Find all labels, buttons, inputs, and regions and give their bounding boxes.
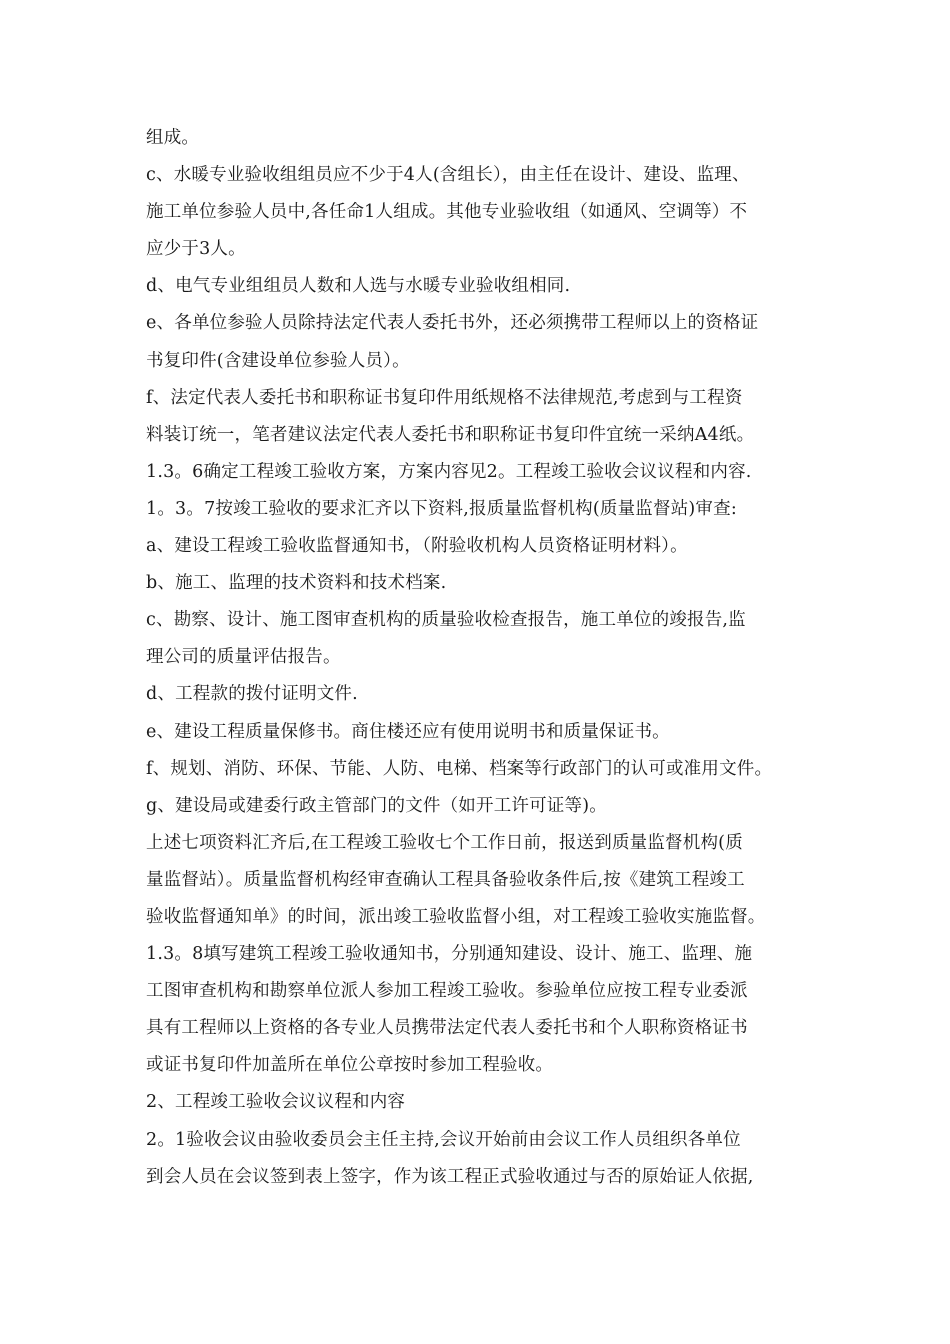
- text-line: 书复印件(含建设单位参验人员）。: [146, 350, 410, 371]
- text-line: 量监督站）。质量监督机构经审查确认工程具备验收条件后,按《建筑工程竣工: [146, 869, 745, 890]
- text-line: d、电气专业组组员人数和人选与水暖专业验收组相同.: [146, 276, 571, 297]
- text-line: 应少于3人。: [146, 239, 246, 260]
- document-body: [146, 120, 826, 1196]
- text-line: f、法定代表人委托书和职称证书复印件用纸规格不法律规范,考虑到与工程资: [146, 387, 743, 408]
- text-line: 具有工程师以上资格的各专业人员携带法定代表人委托书和个人职称资格证书: [146, 1018, 748, 1039]
- text-line: 工图审查机构和勘察单位派人参加工程竣工验收。参验单位应按工程专业委派: [146, 981, 748, 1002]
- text-line: 或证书复印件加盖所在单位公章按时参加工程验收。: [146, 1055, 554, 1076]
- text-line: f、规划、消防、环保、节能、人防、电梯、档案等行政部门的认可或准用文件。: [146, 758, 773, 779]
- text-line: 施工单位参验人员中,各任命1人组成。其他专业验收组（如通风、空调等）不: [146, 202, 748, 223]
- text-line: e、建设工程质量保修书。商住楼还应有使用说明书和质量保证书。: [146, 721, 670, 742]
- text-line: b、施工、监理的技术资料和技术档案.: [146, 573, 447, 594]
- text-line: d、工程款的拨付证明文件.: [146, 684, 358, 705]
- text-line: 1.3。8填写建筑工程竣工验收通知书，分别通知建设、设计、施工、监理、施: [146, 944, 753, 965]
- text-line: 上述七项资料汇齐后,在工程竣工验收七个工作日前，报送到质量监督机构(质: [146, 832, 743, 853]
- text-line: 2、工程竣工验收会议议程和内容: [146, 1092, 406, 1113]
- text-line: g、建设局或建委行政主管部门的文件（如开工许可证等)。: [146, 795, 607, 816]
- text-line: c、水暖专业验收组组员应不少于4人(含组长），由主任在设计、建设、监理、: [146, 165, 750, 186]
- text-line: c、勘察、设计、施工图审查机构的质量验收检查报告，施工单位的竣报告,监: [146, 610, 746, 631]
- text-line: 2。1验收会议由验收委员会主任主持,会议开始前由会议工作人员组织各单位: [146, 1129, 741, 1150]
- text-line: 组成。: [146, 128, 200, 148]
- text-line: 1.3。6确定工程竣工验收方案，方案内容见2。工程竣工验收会议议程和内容.: [146, 461, 752, 482]
- text-line: 理公司的质量评估报告。: [146, 647, 341, 668]
- text-line: e、各单位参验人员除持法定代表人委托书外，还必须携带工程师以上的资格证: [146, 313, 759, 334]
- text-line: 1。3。7按竣工验收的要求汇齐以下资料,报质量监督机构(质量监督站)审查:: [146, 498, 737, 519]
- text-line: 料装订统一，笔者建议法定代表人委托书和职称证书复印件宜统一采纳A4纸。: [146, 424, 755, 445]
- text-line: a、建设工程竣工验收监督通知书，（附验收机构人员资格证明材料）。: [146, 536, 688, 557]
- text-line: 验收监督通知单》的时间，派出竣工验收监督小组，对工程竣工验收实施监督。: [146, 906, 766, 927]
- text-line: 到会人员在会议签到表上签字，作为该工程正式验收通过与否的原始证人依据,: [146, 1166, 754, 1187]
